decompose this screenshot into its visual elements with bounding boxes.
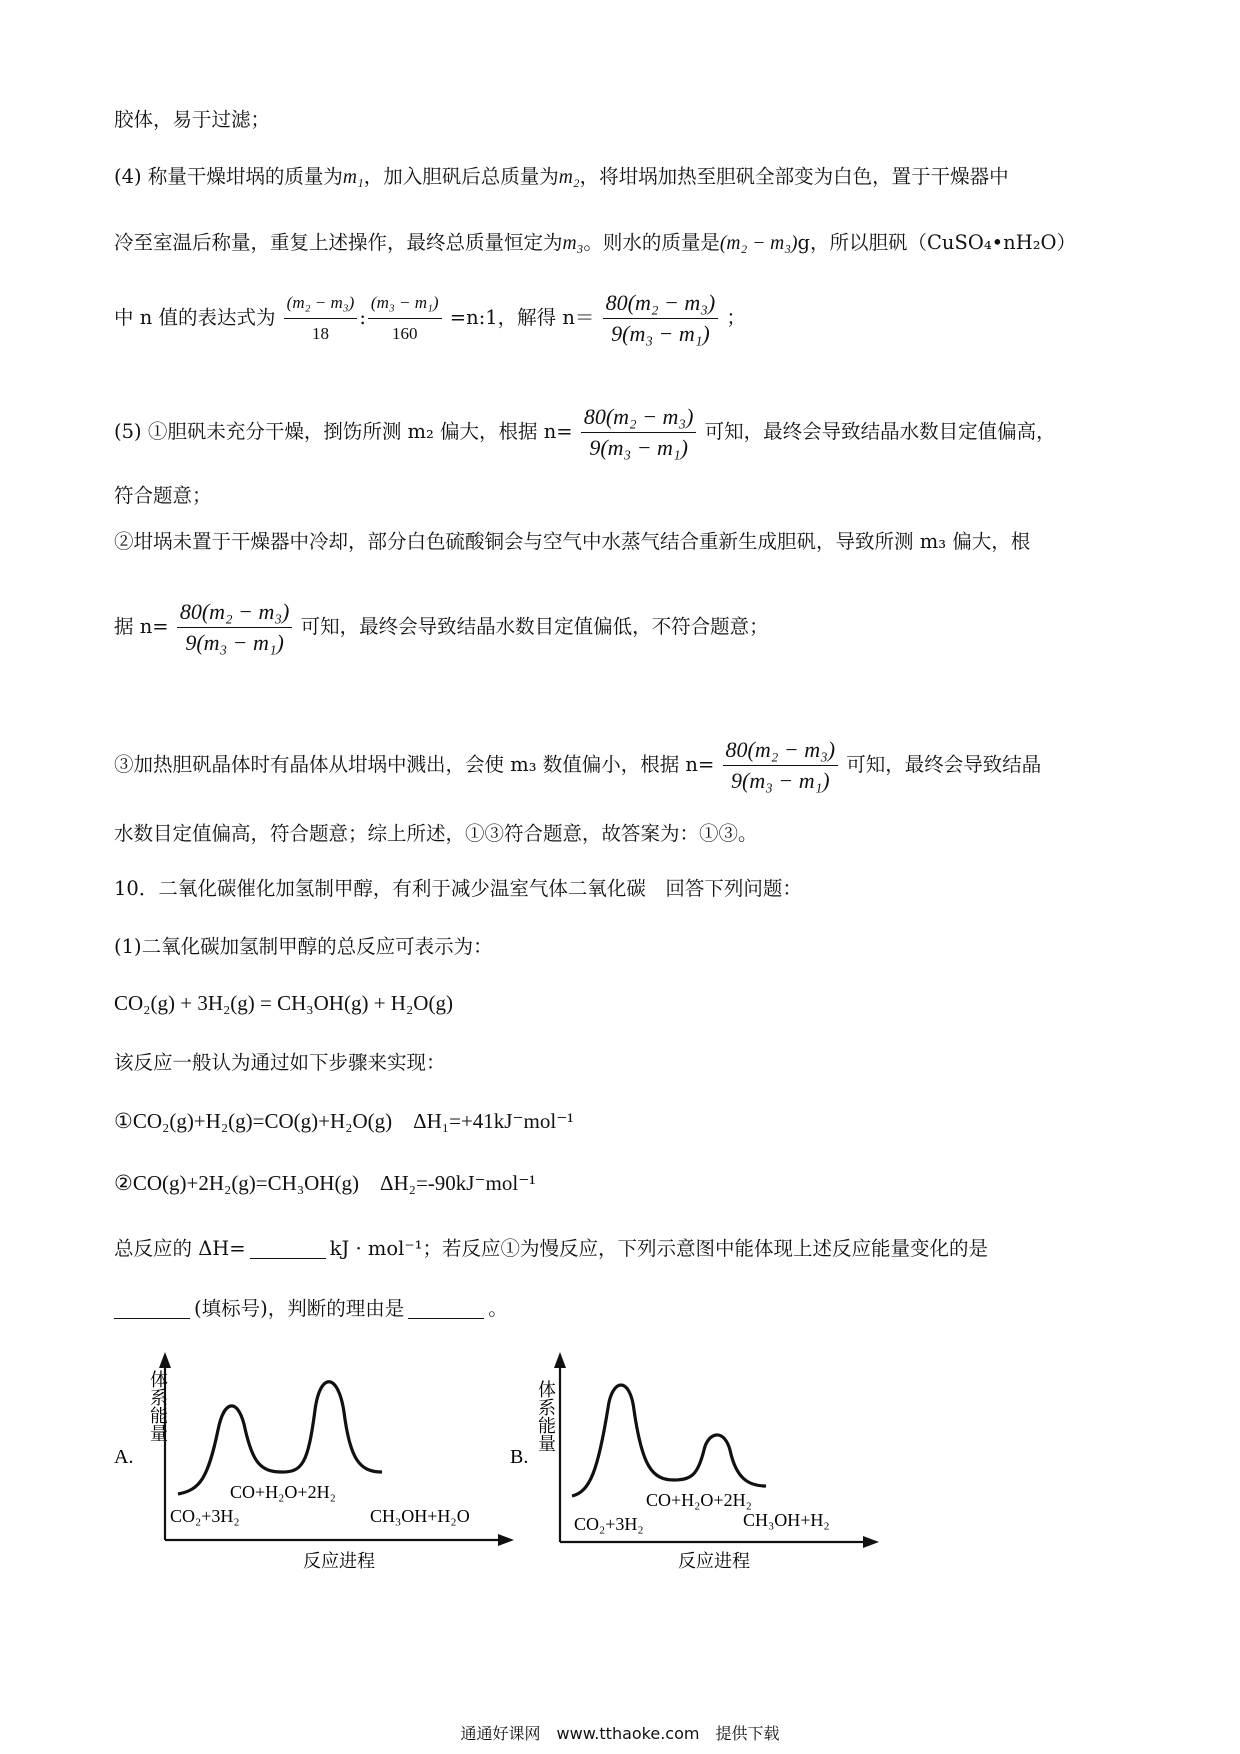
fraction-numerator: 80(m₂ − m₃) [581,404,697,433]
fraction-denominator: 9(m₃ − m₁) [611,321,710,346]
diagram-a-middle: CO+H₂O+2H₂ [230,1482,336,1502]
text-line-4 [114,290,746,347]
y-axis-char: 能 [538,1416,556,1436]
math-water-mass: (m₂ − m₃) [719,233,798,254]
text: 总反应的 ΔH= [114,1237,246,1260]
text: (填标号)，判断的理由是 [194,1297,405,1320]
y-axis-char: 量 [150,1424,168,1444]
fraction-n [723,737,839,794]
text: 胶体，易于过滤； [114,108,271,131]
text: ③加热胆矾晶体时有晶体从坩埚中溅出，会使 m₃ 数值偏小，根据 n= [114,753,715,776]
text: CO₂(g) + 3H₂(g) = CH₃OH(g) + H₂O(g) [114,991,453,1015]
math-m1: m₁ [342,167,364,188]
diagram-a-label: A. [114,1446,134,1468]
fraction-numerator: (m₂ − m₃) [284,290,358,319]
text-line-14 [114,1050,446,1076]
text: 。则水的质量是 [583,231,720,254]
diagram-b-end: CH₃OH+H₂ [743,1510,830,1530]
text: 据 n= [114,615,169,638]
text: ，加入胆矾后总质量为 [363,165,559,188]
diagram-a-start: CO₂+3H₂ [170,1506,240,1526]
fraction-water [284,290,358,347]
text-line-5 [114,404,1056,461]
y-axis-char: 系 [538,1398,556,1418]
fraction-numerator: 80(m₂ − m₃) [603,290,719,319]
y-axis-char: 能 [150,1406,168,1426]
equation-step-1 [114,1108,574,1134]
y-axis-char: 体 [150,1370,168,1390]
text: =n:1，解得 n＝ [449,306,595,329]
text-line-2 [114,164,1009,191]
math-m2: m₂ [558,167,580,188]
y-axis-arrow-icon [554,1352,566,1368]
fraction-denominator: 9(m₃ − m₁) [185,630,284,655]
text: 中 n 值的表达式为 [114,306,276,329]
text-line-3 [114,230,1076,257]
y-axis-arrow-icon [159,1352,171,1368]
text: 可知，最终会导致结晶水数目定值偏低，不符合题意； [300,615,769,638]
y-axis-char: 体 [538,1380,556,1400]
ratio-colon: : [359,306,366,329]
y-axis-label [538,1380,556,1454]
fraction-numerator: (m₃ − m₁) [368,290,442,319]
text: ①CO₂(g)+H₂(g)=CO(g)+H₂O(g) ΔH₁=+41kJ⁻mol⁻¹ [114,1109,574,1133]
diagram-b-label: B. [510,1446,529,1468]
answer-blank-2 [114,1298,190,1319]
text: g，所以胆矾（CuSO₄•nH₂O） [797,231,1077,254]
text: ②CO(g)+2H₂(g)=CH₃OH(g) ΔH₂=-90kJ⁻mol⁻¹ [114,1171,536,1195]
energy-curve [572,1385,766,1496]
question-10-title [114,876,802,902]
energy-diagram-b [508,1350,888,1575]
energy-curve [178,1382,382,1494]
energy-diagram-a [110,1350,520,1575]
text: 该反应一般认为通过如下步骤来实现： [114,1051,446,1074]
answer-blank-3 [408,1298,484,1319]
text: (4) 称量干燥坩埚的质量为 [114,165,343,188]
text: 。 [488,1297,508,1320]
text: kJ · mol⁻¹；若反应①为慢反应，下列示意图中能体现上述反应能量变化的是 [329,1237,988,1260]
fraction-numerator: 80(m₂ − m₃) [177,599,293,628]
diagram-b-start: CO₂+3H₂ [574,1514,644,1534]
text: ②坩埚未置于干燥器中冷却，部分白色硫酸铜会与空气中水蒸气结合重新生成胆矾，导致所测 m₃ 偏大，根 [114,530,1031,553]
diagram-a-x-label: 反应进程 [303,1551,375,1571]
math-m3: m₃ [562,233,584,254]
fraction-denominator: 9(m₃ − m₁) [731,768,830,793]
x-axis-arrow-icon [863,1536,879,1548]
y-axis-label [150,1370,168,1444]
text: 符合题意； [114,484,212,507]
equation-total [114,990,453,1016]
fraction-n [581,404,697,461]
text-line-10 [114,821,758,847]
text-line-1 [114,107,270,133]
fraction-numerator: 80(m₂ − m₃) [723,737,839,766]
fraction-cuso4 [368,290,442,347]
y-axis-char: 量 [538,1434,556,1454]
text-line-18 [114,1296,508,1322]
text-line-17 [114,1236,988,1262]
fraction-denominator: 18 [312,324,329,343]
footer: 通通好课网 www.tthaoke.com 提供下载 [460,1724,780,1743]
text-line-8 [114,599,769,656]
diagram-b-middle: CO+H₂O+2H₂ [646,1490,752,1510]
diagram-b-x-label: 反应进程 [678,1551,750,1571]
text-line-6 [114,483,212,509]
diagram-a-end: CH₃OH+H₂O [370,1506,470,1526]
text: ，将坩埚加热至胆矾全部变为白色，置于干燥器中 [579,165,1009,188]
text: 冷至室温后称量，重复上述操作，最终总质量恒定为 [114,231,563,254]
equation-step-2 [114,1170,536,1196]
text: (1)二氧化碳加氢制甲醇的总反应可表示为： [114,935,493,958]
text: ； [726,306,746,329]
text: 可知，最终会导致结晶 [846,753,1042,776]
text: 10．二氧化碳催化加氢制甲醇，有利于减少温室气体二氧化碳 回答下列问题： [114,877,802,900]
fraction-n [177,599,293,656]
answer-blank-1 [250,1238,326,1259]
text-line-12 [114,934,493,960]
fraction-denominator: 160 [392,324,418,343]
text: 可知，最终会导致结晶水数目定值偏高， [704,420,1056,443]
text-line-7 [114,529,1030,555]
text: 水数目定值偏高，符合题意；综上所述，①③符合题意，故答案为：①③。 [114,822,758,845]
text-line-9 [114,737,1041,794]
fraction-n [603,290,719,347]
text: (5) ①胆矾未充分干燥，捯饬所测 m₂ 偏大，根据 n= [114,420,573,443]
y-axis-char: 系 [150,1388,168,1408]
fraction-denominator: 9(m₃ − m₁) [589,435,688,460]
